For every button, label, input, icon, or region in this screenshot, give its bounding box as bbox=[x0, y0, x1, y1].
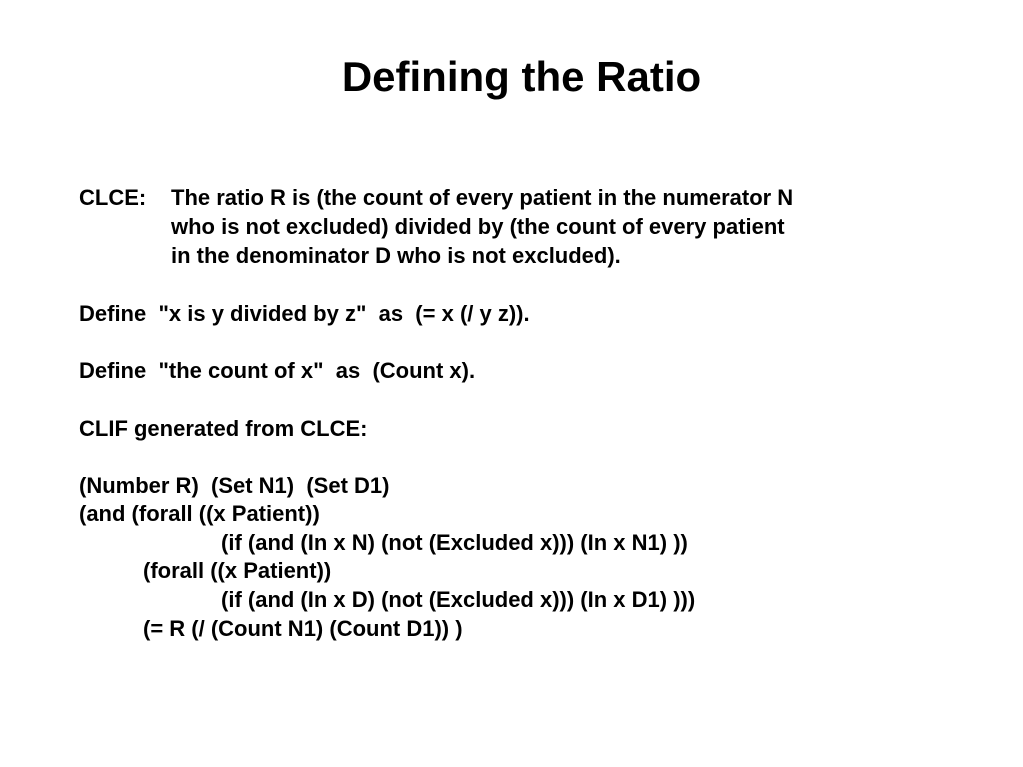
clif-line-2: (and (forall ((x Patient)) bbox=[79, 501, 320, 526]
clce-line-2: who is not excluded) divided by (the count of every patient bbox=[171, 214, 785, 239]
clif-line-6: (= R (/ (Count N1) (Count D1)) ) bbox=[143, 616, 463, 641]
slide-title: Defining the Ratio bbox=[341, 53, 702, 100]
define-division: Define "x is y divided by z" as (= x (/ y z)). bbox=[79, 301, 530, 326]
clce-line-1: The ratio R is (the count of every patient in the numerator N bbox=[171, 185, 794, 210]
clif-line-5: (if (and (In x D) (not (Excluded x))) (In x D1) ))) bbox=[221, 587, 696, 612]
clif-line-4: (forall ((x Patient)) bbox=[143, 558, 332, 583]
clif-heading: CLIF generated from CLCE: bbox=[79, 416, 368, 441]
define-count: Define "the count of x" as (Count x). bbox=[79, 358, 476, 383]
clif-line-1: (Number R) (Set N1) (Set D1) bbox=[79, 473, 390, 498]
clif-line-3: (if (and (In x N) (not (Excluded x))) (In x N1) )) bbox=[221, 530, 688, 555]
clce-line-3: in the denominator D who is not excluded). bbox=[171, 243, 621, 268]
clce-label: CLCE: bbox=[79, 185, 147, 210]
